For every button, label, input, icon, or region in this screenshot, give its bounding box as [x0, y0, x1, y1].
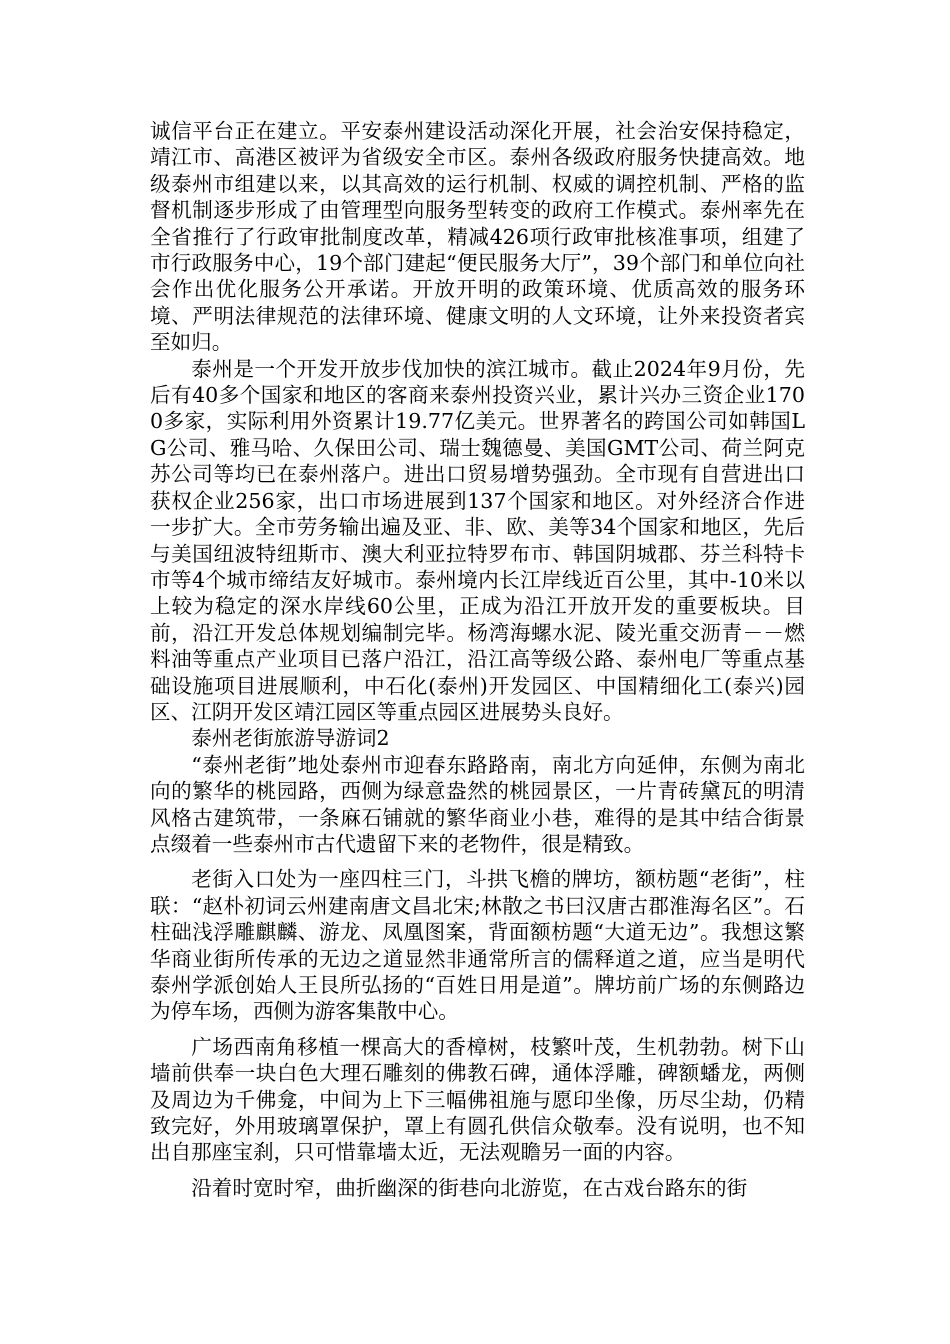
paragraph-old-street-location: “泰州老街”地处泰州市迎春东路路南，南北方向延伸，东侧为南北向的繁华的桃园路，西侧为绿意盎然的桃园景区，一片青砖黛瓦的明清风格古建筑带，一条麻石铺就的繁华商业小巷，难得的是其中结合街景点缀着一些泰州市古代遗留下来的老物件，很是精致。: [150, 752, 805, 856]
paragraph-binjiang-city: 泰州是一个开发开放步伐加快的滨江城市。截止2024年9月份，先后有40多个国家和地区的客商来泰州投资兴业，累计兴办三资企业1700多家，实际利用外资累计19.77亿美元。世界著名的跨国公司如韩国LG公司、雅马哈、久保田公司、瑞士魏德曼、美国GMT公司、荷兰阿克苏公司等均已在泰州落户。进出口贸易增势强劲。全市现有自营进出口获权企业256家，出口市场进展到137个国家和地区。对外经济合作进一步扩大。全市劳务输出遍及亚、非、欧、美等34个国家和地区，先后与美国纽波特纽斯市、澳大利亚拉特罗布市、韩国阴城郡、芬兰科特卡市等4个城市缔结友好城市。泰州境内长江岸线近百公里，其中-10米以上较为稳定的深水岸线60公里，正成为沿江开放开发的重要板块。目前，沿江开发总体规划编制完毕。杨湾海螺水泥、陵光重交沥青－－燃料油等重点产业项目已落户沿江，沿江高等级公路、泰州电厂等重点基础设施项目进展顺利，中石化(泰州)开发园区、中国精细化工(泰兴)园区、江阴开发区靖江园区等重点园区进展势头良好。: [150, 356, 805, 724]
paragraph-archway: 老街入口处为一座四柱三门，斗拱飞檐的牌坊，额枋题“老街”，柱联：“赵朴初词云州建南唐文昌北宋;林散之书曰汉唐古郡淮海名区”。石柱础浅浮雕麒麟、游龙、凤凰图案，背面额枋题“大道无边”。我想这繁华商业街所传承的无边之道显然非通常所言的儒释道之道，应当是明代泰州学派创始人王艮所弘扬的“百姓日用是道”。牌坊前广场的东侧路边为停车场，西侧为游客集散中心。: [150, 867, 805, 1024]
document-page: [150, 118, 805, 1201]
paragraph-street-tour: 沿着时宽时窄，曲折幽深的街巷向北游览，在古戏台路东的街: [191, 1175, 748, 1200]
paragraph-camphor-tree: 广场西南角移植一棵高大的香樟树，枝繁叶茂，生机勃勃。树下山墙前供奉一块白色大理石雕刻的佛教石碑，通体浮雕，碑额蟠龙，两侧及周边为千佛龛，中间为上下三幅佛祖施与愿印坐像，历尽尘劫，仍精致完好，外用玻璃罩保护，罩上有圆孔供信众敬奉。没有说明，也不知出自那座宝刹，只可惜靠墙太近，无法观瞻另一面的内容。: [150, 1034, 805, 1165]
section-title: 泰州老街旅游导游词2: [191, 726, 390, 751]
paragraph-continuation: 诚信平台正在建立。平安泰州建设活动深化开展，社会治安保持稳定，靖江市、高港区被评为省级安全市区。泰州各级政府服务快捷高效。地级泰州市组建以来，以其高效的运行机制、权威的调控机制、严格的监督机制逐步形成了由管理型向服务型转变的政府工作模式。泰州率先在全省推行了行政审批制度改革，精减426项行政审批核准事项，组建了市行政服务中心，19个部门建起“便民服务大厅”，39个部门和单位向社会作出优化服务公开承诺。开放开明的政策环境、优质高效的服务环境、严明法律规范的法律环境、健康文明的人文环境，让外来投资者宾至如归。: [150, 119, 805, 355]
